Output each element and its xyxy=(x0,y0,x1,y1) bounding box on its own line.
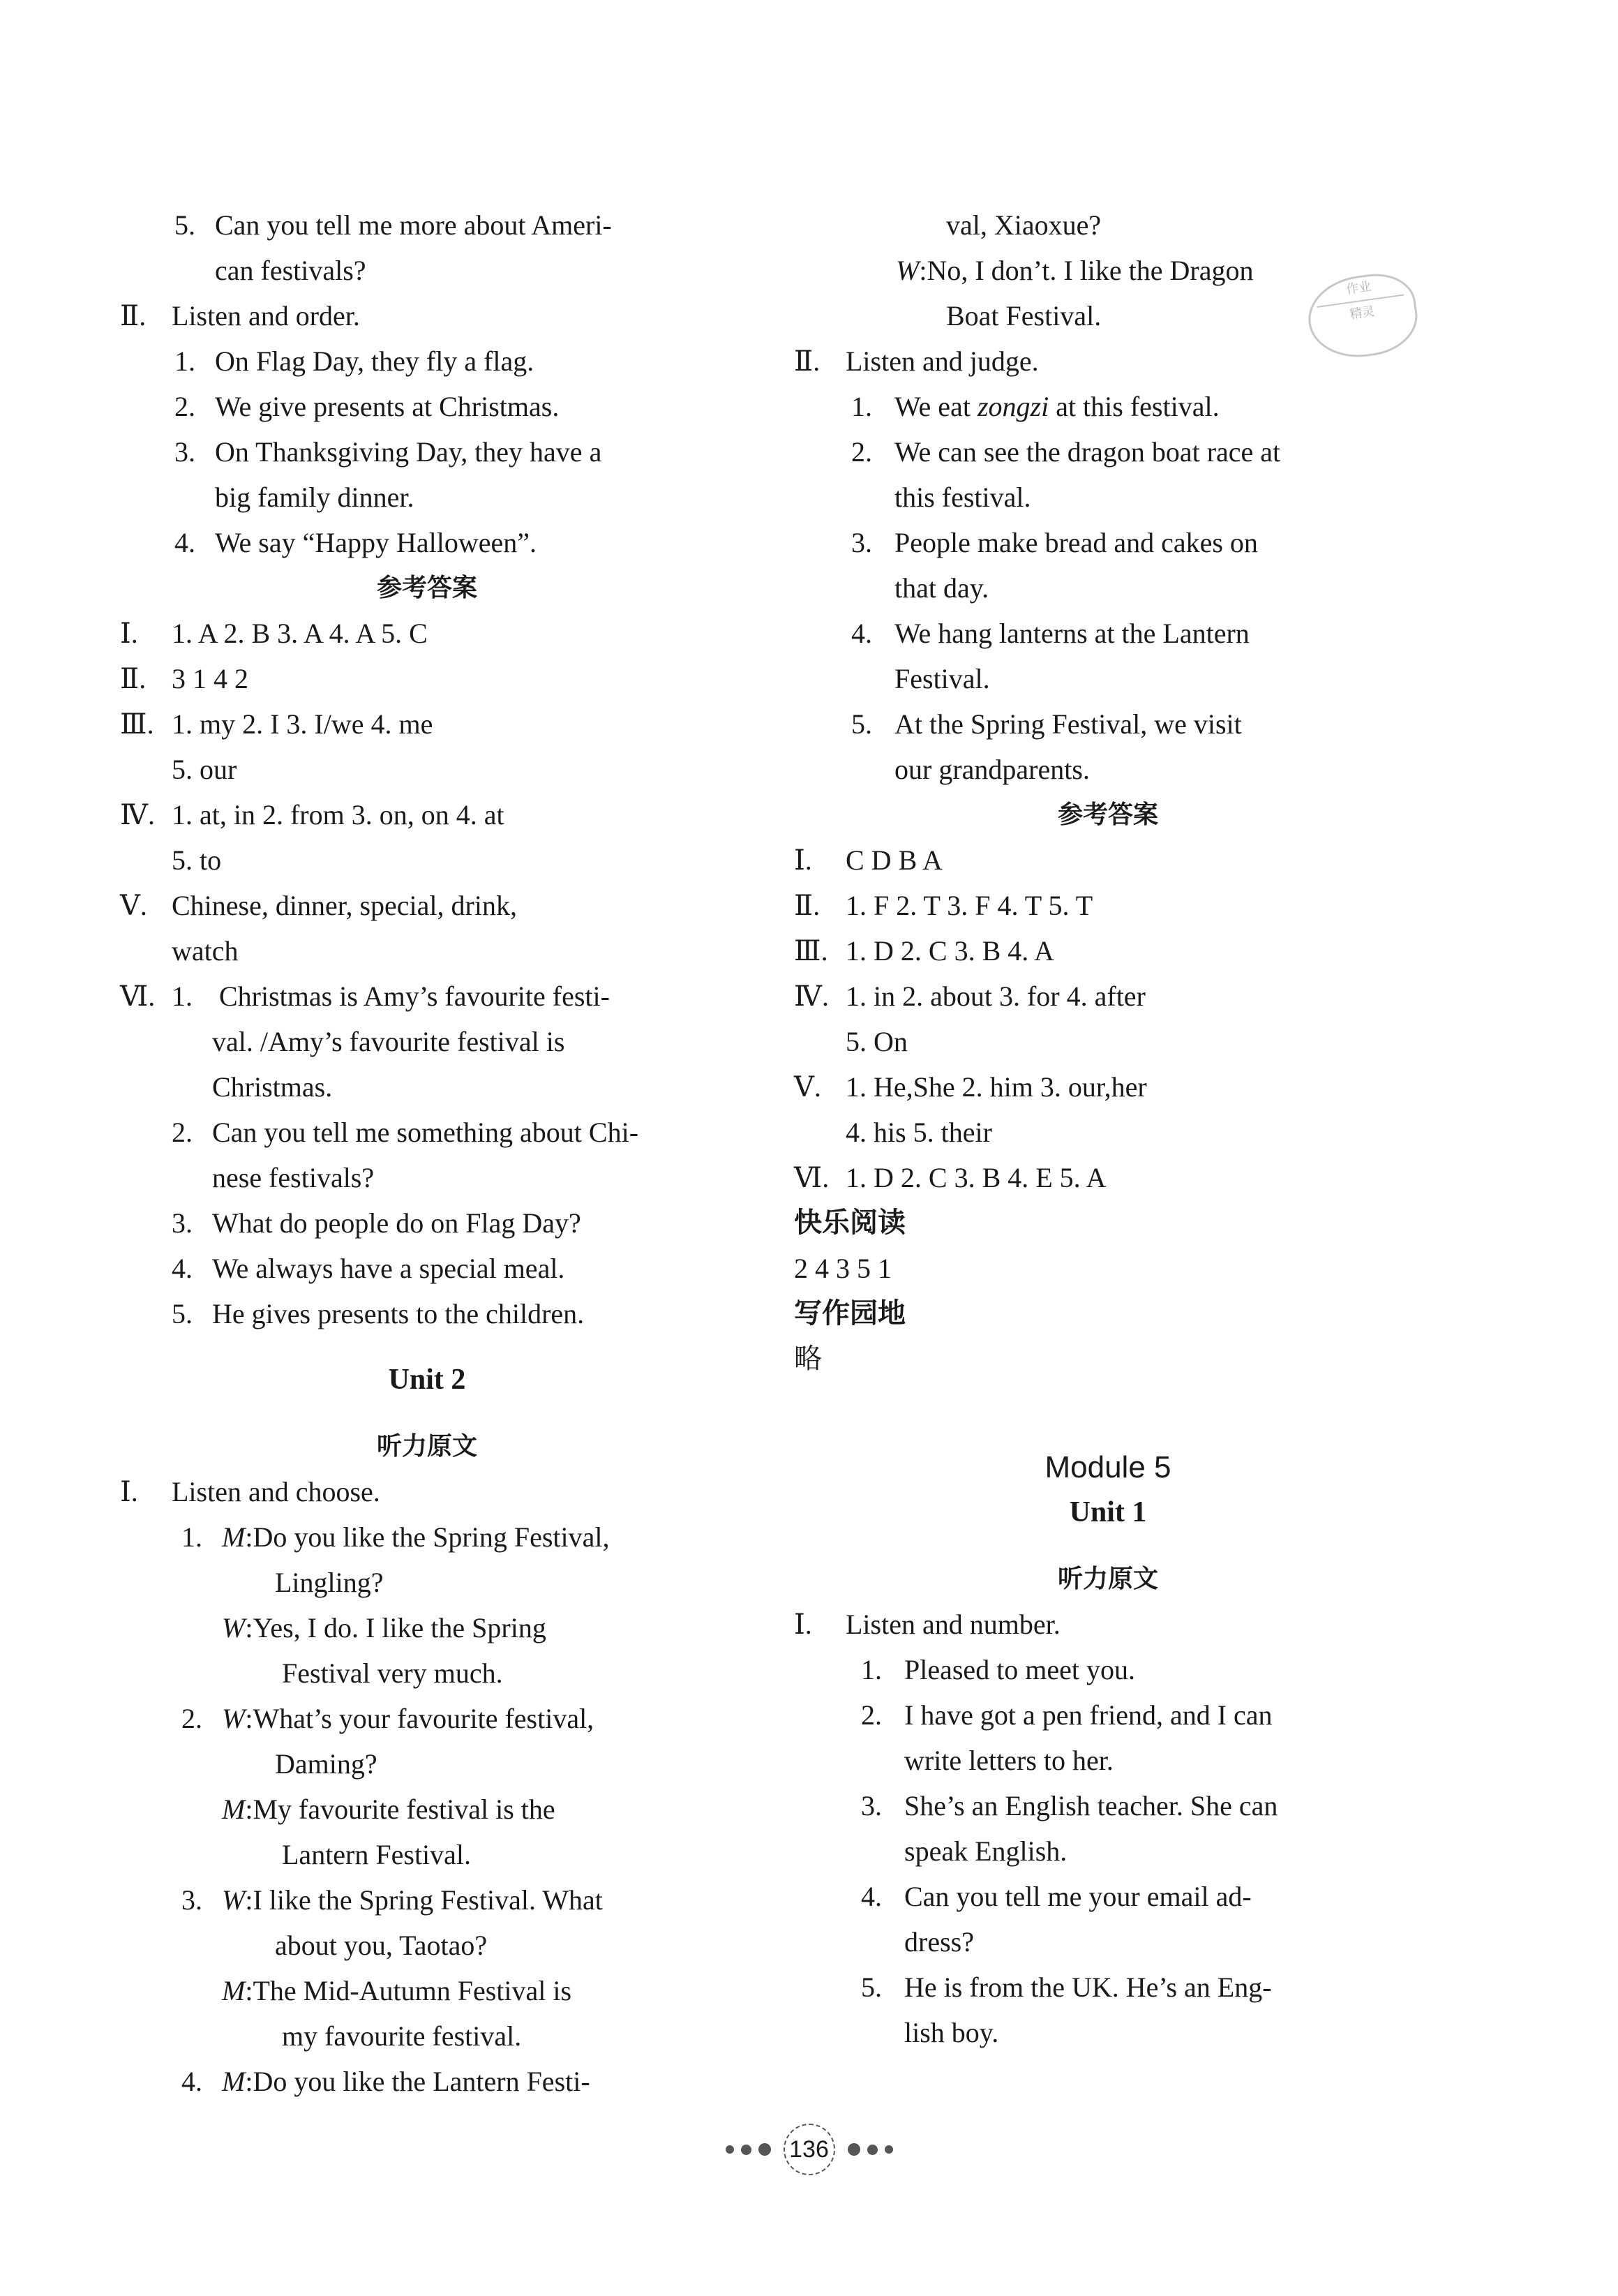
roman-numeral: Ⅰ. xyxy=(120,1476,138,1507)
dialogue-turn-continued xyxy=(120,1832,734,1877)
roman-numeral: Ⅱ. xyxy=(120,663,147,694)
colon: : xyxy=(245,1794,253,1825)
stamp-text-bottom: 精灵 xyxy=(1349,304,1376,322)
footer-dot xyxy=(741,2145,751,2155)
list-item-continued xyxy=(120,1019,734,1064)
item-text: our grandparents. xyxy=(894,754,1090,785)
answer-row xyxy=(120,883,734,928)
dialogue-turn-continued xyxy=(120,1923,734,1968)
list-item xyxy=(794,701,1422,747)
footer-dot xyxy=(848,2143,860,2156)
colon: : xyxy=(245,1975,253,2006)
item-number: 1. xyxy=(174,345,195,377)
answer-text: 1. in 2. about 3. for 4. after xyxy=(846,981,1146,1012)
module-title: Module 5 xyxy=(1044,1450,1171,1484)
list-item xyxy=(120,338,734,384)
page-number: 136 xyxy=(784,2124,835,2175)
reading-heading: 快乐阅读 xyxy=(794,1207,906,1239)
item-text: write letters to her. xyxy=(904,1745,1114,1776)
answer-text: 3 1 4 2 xyxy=(172,663,248,694)
list-item-continued xyxy=(794,2010,1422,2055)
dialogue-turn-continued xyxy=(120,1741,734,1787)
dialogue-list xyxy=(120,1514,734,2104)
answer-text: 1. He,She 2. him 3. our,her xyxy=(846,1071,1147,1103)
list-item-continued xyxy=(794,475,1422,520)
dialogue-text: Lantern Festival. xyxy=(282,1839,472,1870)
list-item xyxy=(120,429,734,475)
item-number: 2. xyxy=(181,1703,202,1734)
answer-row xyxy=(794,1064,1422,1110)
listening-heading: 听力原文 xyxy=(376,1432,477,1461)
section-title: Listen and order. xyxy=(172,300,360,331)
roman-numeral: Ⅰ. xyxy=(794,1609,812,1640)
dialogue-text: Yes, I do. I like the Spring xyxy=(253,1612,546,1643)
speaker-label: M xyxy=(222,2066,246,2097)
roman-numeral: Ⅱ. xyxy=(794,890,821,921)
colon: : xyxy=(245,1884,253,1916)
item-text: We can see the dragon boat race at xyxy=(894,436,1281,468)
item-text: this festival. xyxy=(894,482,1031,513)
section-title: Listen and judge. xyxy=(846,345,1039,377)
item-text: Pleased to meet you. xyxy=(904,1654,1136,1685)
listening-heading: 听力原文 xyxy=(1057,1565,1158,1593)
list-item xyxy=(794,611,1422,656)
roman-numeral: Ⅵ. xyxy=(794,1162,830,1193)
answer-text: 1. A 2. B 3. A 4. A 5. C xyxy=(172,618,428,649)
roman-numeral: Ⅰ. xyxy=(794,844,812,876)
roman-numeral: Ⅱ. xyxy=(120,300,147,331)
list-item xyxy=(794,1692,1422,1738)
item-text: dress? xyxy=(904,1926,974,1958)
answer-text: 1. my 2. I 3. I/we 4. me xyxy=(172,708,433,740)
answer-text: 1. at, in 2. from 3. on, on 4. at xyxy=(172,799,504,830)
item-text: We give presents at Christmas. xyxy=(215,391,560,422)
item-text: She’s an English teacher. She can xyxy=(904,1790,1278,1821)
item-number: 2. xyxy=(172,1117,193,1148)
item-text: We hang lanterns at the Lantern xyxy=(894,618,1250,649)
dialogue-text: What’s your favourite festival, xyxy=(253,1703,594,1734)
list-item xyxy=(794,1647,1422,1692)
answer-section-6 xyxy=(120,974,734,1336)
list-item-continued xyxy=(794,1738,1422,1783)
dialogue-turn xyxy=(120,1787,734,1832)
list-item-continued xyxy=(794,1919,1422,1965)
answer-row xyxy=(794,974,1422,1019)
section-title: Listen and number. xyxy=(846,1609,1061,1640)
colon: : xyxy=(245,1612,253,1643)
answer-text: C D B A xyxy=(846,844,943,876)
item-number: 4. xyxy=(174,527,195,558)
speaker-label: M xyxy=(222,1975,246,2006)
answer-row xyxy=(794,883,1422,928)
top-item-list xyxy=(120,202,734,293)
dialogue-text: Boat Festival. xyxy=(946,300,1102,331)
item-text: Can you tell me something about Chi- xyxy=(212,1117,639,1148)
dialogue-text: Lingling? xyxy=(275,1567,384,1598)
dialogue-turn-continued xyxy=(120,1650,734,1696)
item-number: 4. xyxy=(861,1881,882,1912)
answer-text: watch xyxy=(172,935,239,967)
item-number: 1. xyxy=(851,391,872,422)
dialogue-text: The Mid-Autumn Festival is xyxy=(253,1975,572,2006)
roman-numeral: Ⅴ. xyxy=(120,890,147,921)
item-text: We always have a special meal. xyxy=(212,1253,565,1284)
number-item-list xyxy=(794,1647,1422,2055)
dialogue-text: My favourite festival is the xyxy=(253,1794,555,1825)
dialogue-turn-continued xyxy=(120,1560,734,1605)
dialogue-turn xyxy=(120,1877,734,1923)
dialogue-turn xyxy=(120,1696,734,1741)
item-text: speak English. xyxy=(904,1835,1068,1867)
item-text: On Flag Day, they fly a flag. xyxy=(215,345,534,377)
item-text: val. /Amy’s favourite festival is xyxy=(212,1026,565,1057)
dialogue-text: about you, Taotao? xyxy=(275,1930,488,1961)
unit-title: Unit 1 xyxy=(1069,1496,1147,1528)
item-number: 3. xyxy=(861,1790,882,1821)
item-number: 5. xyxy=(174,209,195,241)
speaker-label: W xyxy=(222,1612,246,1643)
answers-list xyxy=(120,611,734,974)
dialogue-turn xyxy=(120,1605,734,1650)
answer-6-first-line xyxy=(120,974,734,1019)
colon: : xyxy=(245,1521,253,1553)
list-item xyxy=(120,520,734,565)
left-column xyxy=(120,202,734,2104)
item-text: People make bread and cakes on xyxy=(894,527,1258,558)
list-item xyxy=(794,384,1422,429)
list-item xyxy=(120,1110,734,1155)
list-item xyxy=(794,1874,1422,1919)
list-item xyxy=(794,1965,1422,2010)
dialogue-text: my favourite festival. xyxy=(282,2020,522,2052)
item-number: 1. xyxy=(181,1521,202,1553)
dialogue-text: I like the Spring Festival. What xyxy=(253,1884,603,1916)
roman-numeral: Ⅰ. xyxy=(120,618,138,649)
item-number: 2. xyxy=(861,1699,882,1731)
answer-row xyxy=(794,1155,1422,1200)
list-item-continued xyxy=(120,248,734,293)
answer-text: 1. D 2. C 3. B 4. E 5. A xyxy=(846,1162,1107,1193)
item-text: I have got a pen friend, and I can xyxy=(904,1699,1273,1731)
answer-text: Chinese, dinner, special, drink, xyxy=(172,890,517,921)
item-number: 3. xyxy=(172,1207,193,1239)
item-text: We say “Happy Halloween”. xyxy=(215,527,537,558)
colon: : xyxy=(919,255,927,286)
answer-row xyxy=(120,792,734,837)
list-item xyxy=(794,1783,1422,1828)
colon: : xyxy=(245,2066,253,2097)
item-text: What do people do on Flag Day? xyxy=(212,1207,581,1239)
answers-heading: 参考答案 xyxy=(376,574,477,602)
answer-row xyxy=(794,837,1422,883)
item-number: 4. xyxy=(172,1253,193,1284)
answer-text: 5. our xyxy=(172,754,237,785)
dialogue-text: val, Xiaoxue? xyxy=(946,209,1102,241)
list-item-continued xyxy=(794,747,1422,792)
list-item xyxy=(120,384,734,429)
judge-item-list xyxy=(794,384,1422,792)
list-item xyxy=(120,1246,734,1291)
item-text-italic: zongzi xyxy=(977,391,1049,422)
item-number: 5. xyxy=(851,708,872,740)
item-text: Christmas is Amy’s favourite festi- xyxy=(219,981,610,1012)
footer-dot xyxy=(758,2143,771,2156)
footer-dot xyxy=(867,2145,878,2155)
dialogue-turn xyxy=(120,1514,734,1560)
answer-row-continued xyxy=(120,747,734,792)
writing-heading: 写作园地 xyxy=(794,1297,906,1329)
item-number: 1. xyxy=(861,1654,882,1685)
dialogue-text: Do you like the Lantern Festi- xyxy=(253,2066,590,2097)
item-number: 3. xyxy=(174,436,195,468)
answer-text: 5. to xyxy=(172,844,222,876)
speaker-label: W xyxy=(222,1884,246,1916)
roman-numeral: Ⅲ. xyxy=(120,708,154,740)
speaker-label: W xyxy=(896,255,920,286)
item-text: Festival. xyxy=(894,663,990,694)
item-text: can festivals? xyxy=(215,255,366,286)
item-text: On Thanksgiving Day, they have a xyxy=(215,436,602,468)
list-item-continued xyxy=(794,1828,1422,1874)
answer-text: 1. D 2. C 3. B 4. A xyxy=(846,935,1054,967)
footer-dot xyxy=(885,2145,893,2154)
list-item-continued xyxy=(794,656,1422,701)
answer-text: 4. his 5. their xyxy=(846,1117,992,1148)
roman-numeral: Ⅳ. xyxy=(794,981,829,1012)
list-item-continued xyxy=(120,475,734,520)
roman-numeral: Ⅲ. xyxy=(794,935,828,967)
dialogue-turn-continued xyxy=(794,202,1422,248)
answer-row-continued xyxy=(120,837,734,883)
stamp-text-top: 作业 xyxy=(1345,278,1372,297)
answers-list xyxy=(794,837,1422,1200)
item-text: Can you tell me your email ad- xyxy=(904,1881,1252,1912)
speaker-label: M xyxy=(222,1521,246,1553)
item-number: 1. xyxy=(172,981,193,1012)
answers-heading: 参考答案 xyxy=(1057,800,1158,829)
item-text: Can you tell me more about Ameri- xyxy=(215,209,612,241)
speaker-label: M xyxy=(222,1794,246,1825)
dialogue-turn xyxy=(120,1968,734,2013)
section-heading xyxy=(794,1602,1422,1647)
right-column xyxy=(794,202,1422,2055)
answer-row xyxy=(120,701,734,747)
dialogue-text: No, I don’t. I like the Dragon xyxy=(927,255,1254,286)
reading-answer: 2 4 3 5 1 xyxy=(794,1253,892,1284)
unit-title: Unit 2 xyxy=(388,1364,466,1396)
list-item-continued xyxy=(120,1064,734,1110)
item-text: lish boy. xyxy=(904,2017,999,2048)
colon: : xyxy=(245,1703,253,1734)
speaker-label: W xyxy=(222,1703,246,1734)
item-text: that day. xyxy=(894,572,989,604)
list-item xyxy=(794,520,1422,565)
roman-numeral: Ⅱ. xyxy=(794,345,821,377)
answer-row xyxy=(120,656,734,701)
section-heading xyxy=(120,293,734,338)
item-text: big family dinner. xyxy=(215,482,414,513)
item-text: He gives presents to the children. xyxy=(212,1298,585,1329)
item-number: 3. xyxy=(851,527,872,558)
section-heading xyxy=(120,1469,734,1514)
page-footer xyxy=(0,2115,1618,2184)
dialogue-text: Daming? xyxy=(275,1748,377,1780)
list-item xyxy=(120,1291,734,1336)
roman-numeral: Ⅵ. xyxy=(120,981,156,1012)
dialogue-turn-continued xyxy=(120,2013,734,2059)
item-number: 2. xyxy=(174,391,195,422)
item-number: 4. xyxy=(851,618,872,649)
answer-row-continued xyxy=(794,1019,1422,1064)
item-number: 4. xyxy=(181,2066,202,2097)
item-text: At the Spring Festival, we visit xyxy=(894,708,1242,740)
item-text: He is from the UK. He’s an Eng- xyxy=(904,1971,1272,2003)
dialogue-text: Festival very much. xyxy=(282,1657,503,1689)
roman-numeral: Ⅴ. xyxy=(794,1071,821,1103)
list-item-continued xyxy=(120,1155,734,1200)
answer-row-continued xyxy=(794,1110,1422,1155)
dialogue-turn xyxy=(120,2059,734,2104)
answer-row-continued xyxy=(120,928,734,974)
item-number: 2. xyxy=(851,436,872,468)
writing-answer: 略 xyxy=(794,1343,822,1375)
section-title: Listen and choose. xyxy=(172,1476,380,1507)
list-item xyxy=(120,202,734,248)
dialogue-text: Do you like the Spring Festival, xyxy=(253,1521,610,1553)
item-text: Christmas. xyxy=(212,1071,333,1103)
list-item xyxy=(120,1200,734,1246)
item-number: 5. xyxy=(172,1298,193,1329)
item-number: 3. xyxy=(181,1884,202,1916)
answer-text: 5. On xyxy=(846,1026,908,1057)
item-text: at this festival. xyxy=(1049,391,1220,422)
item-number: 5. xyxy=(861,1971,882,2003)
list-item-continued xyxy=(794,565,1422,611)
item-text: We eat xyxy=(894,391,977,422)
roman-numeral: Ⅳ. xyxy=(120,799,155,830)
order-item-list xyxy=(120,338,734,565)
footer-dot xyxy=(726,2145,734,2154)
answer-row xyxy=(794,928,1422,974)
answer-text: 1. F 2. T 3. F 4. T 5. T xyxy=(846,890,1093,921)
answer-row xyxy=(120,611,734,656)
list-item xyxy=(794,429,1422,475)
item-text: nese festivals? xyxy=(212,1162,375,1193)
